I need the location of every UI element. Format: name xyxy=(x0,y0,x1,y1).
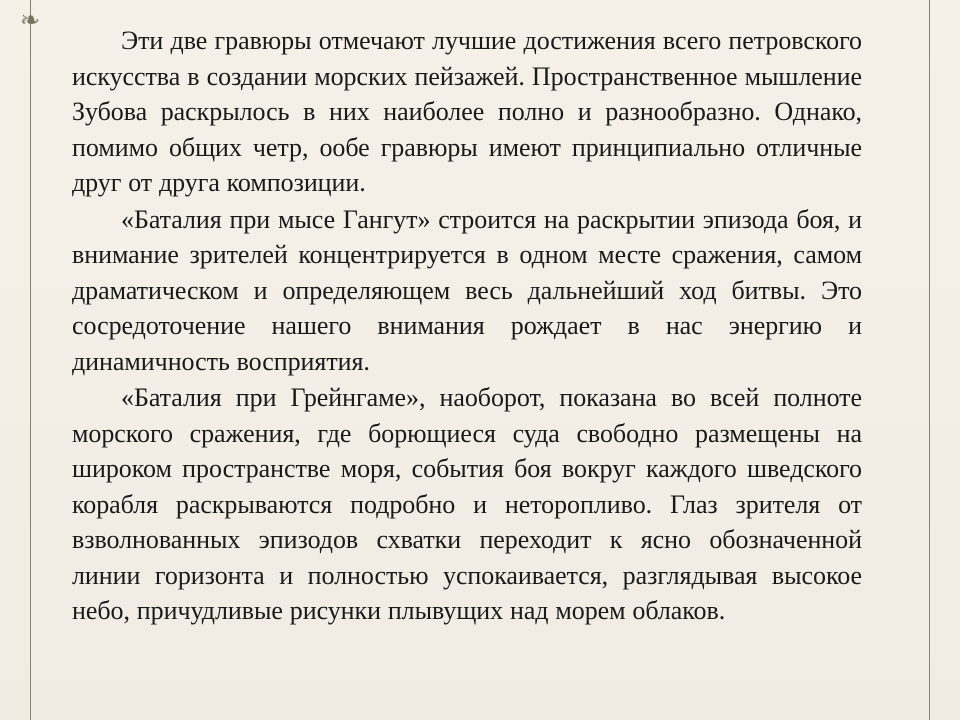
paragraph-3: «Баталия при Грейнгаме», наоборот, показана во всей полноте морского сражения, где борющиеся суда свободно размещены на широком пространстве моря, события боя вокруг каждого шведского корабля раскрываются подробно и неторопливо. Глаз зрителя от взволнованных эпизодов схватки переходит к ясно обозначенной линии горизонта и полностью успокаивается, разглядывая высокое небо, причудливые рисунки плывущих над морем облаков. xyxy=(72,383,862,625)
paragraph-2: «Баталия при мысе Гангут» строится на раскрытии эпизода боя, и внимание зрителей концентрируется в одном месте сражения, самом драматическом и определяющем весь дальнейший ход битвы. Это сосредоточение нашего внимания рождает в нас энергию и динамичность восприятия. xyxy=(72,204,862,376)
slide-text xyxy=(72,23,862,629)
floral-ornament-icon: ❧ xyxy=(19,6,41,34)
paragraph-1: Эти две гравюры отмечают лучшие достижения всего петровского искусства в создании морских пейзажей. Пространственное мышление Зубова раскрылось в них наиболее полно и разнообразно. Однако, помимо общих четр, ообе гравюры имеют принципиально отличные друг от друга композиции. xyxy=(72,26,862,197)
